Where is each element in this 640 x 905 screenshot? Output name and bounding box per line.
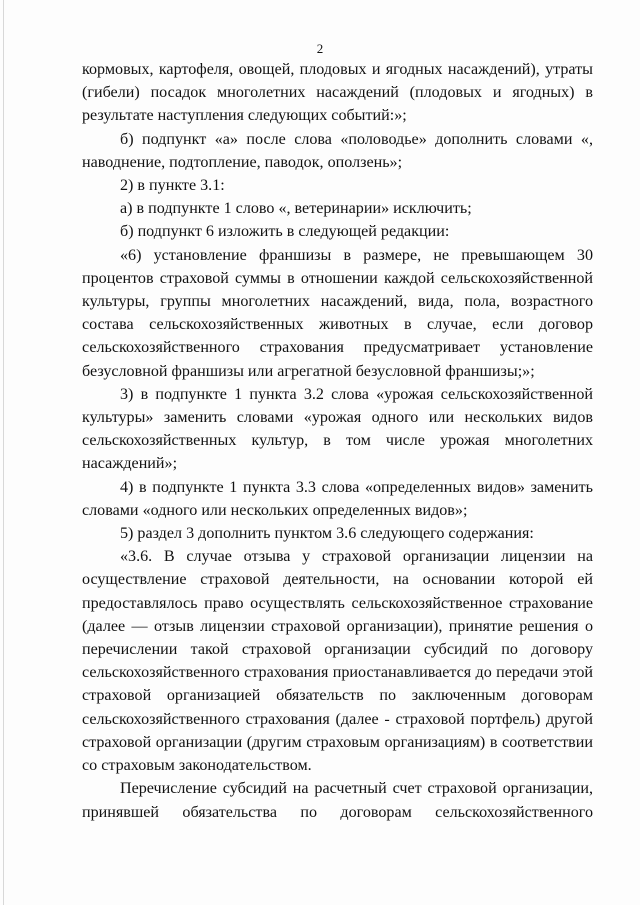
paragraph-subitem-b-2: б) подпункт 6 изложить в следующей редакции:: [120, 223, 450, 241]
scan-edge: [3, 0, 4, 905]
paragraph-quoted-6: «6) установление франшизы в размере, не превышающем 30 процентов страховой суммы в отношении каждой сельскохозяйственной культуры, группы многолетних насаждений, вида, пола, возрастного состава сельскохозяйственных животных в случае, если договор сельскохозяйственного страхования предусматривает установление безусловной франшизы или агрегатной безусловной франшизы;»;: [82, 246, 593, 380]
paragraph-subsidy-transfer: Перечисление субсидий на расчетный счет страховой организации, принявшей обязательства по договорам сельскохозяйственного: [82, 780, 593, 821]
paragraph-subitem-b-1: б) подпункт «а» после слова «половодье» дополнить словами «, наводнение, подтопление, паводок, оползень»;: [82, 130, 593, 171]
page-number: 2: [316, 41, 324, 56]
paragraph-item-5: 5) раздел 3 дополнить пунктом 3.6 следующего содержания:: [120, 525, 534, 543]
paragraph-continuation: кормовых, картофеля, овощей, плодовых и ягодных насаждений), утраты (гибели) посадок многолетних насаждений (плодовых и ягодных) в результате наступления следующих событий:»;: [82, 61, 593, 125]
paragraph-item-2: 2) в пункте 3.1:: [120, 177, 225, 195]
document-body: [82, 58, 593, 824]
paragraph-item-3: 3) в подпункте 1 пункта 3.2 слова «урожая сельскохозяйственной культуры» заменить словами «урожая одного или нескольких видов сельскохозяйственных культур, в том числе урожая многолетних насаждений»;: [82, 385, 593, 473]
paragraph-subitem-a: а) в подпункте 1 слово «, ветеринарии» исключить;: [120, 200, 472, 218]
paragraph-item-4: 4) в подпункте 1 пункта 3.3 слова «определенных видов» заменить словами «одного или нескольких определенных видов»;: [82, 478, 593, 519]
paragraph-clause-3-6: «3.6. В случае отзыва у страховой организации лицензии на осуществление страховой деятельности, на основании которой ей предоставлялось право осуществлять сельскохозяйственное страхование (далее — отзыв лицензии страховой организации), принятие решения о перечислении такой страховой организации субсидий по договору сельскохозяйственного страхования приостанавливается до передачи этой страховой организацией обязательств по заключенным договорам сельскохозяйственного страхования (далее - страховой портфель) другой страховой организации (другим страховым организациям) в соответствии со страховым законодательством.: [82, 548, 593, 775]
